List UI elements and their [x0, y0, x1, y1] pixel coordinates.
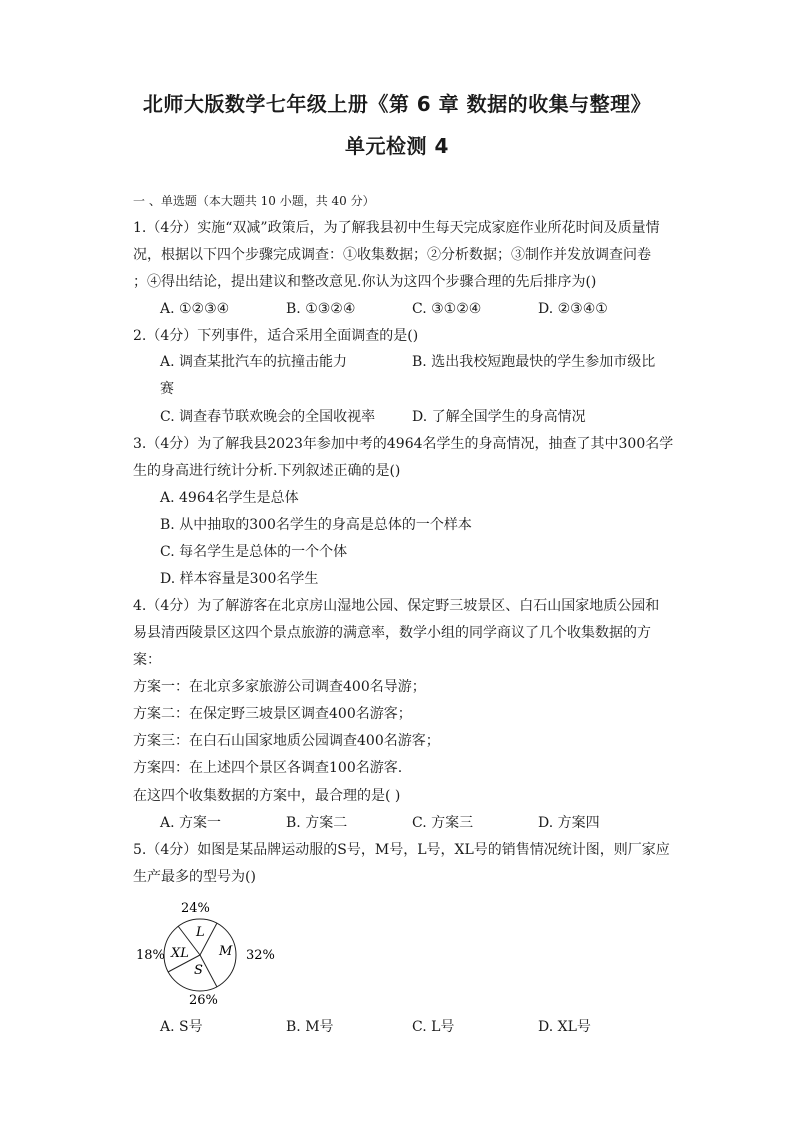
pie-label-l: L — [196, 925, 205, 940]
q4-option-d[interactable]: D. 方案四 — [538, 815, 600, 831]
q4-stem-line1: 4.（4分）为了解游客在北京房山湿地公园、保定野三坡景区、白石山国家地质公园和 — [133, 598, 660, 614]
pie-percent-m: 32% — [246, 948, 275, 963]
q4-question: 在这四个收集数据的方案中，最合理的是( ) — [133, 788, 401, 804]
q4-stem-line3: 案： — [133, 652, 161, 668]
q3-option-c[interactable]: C. 每名学生是总体的一个个体 — [160, 544, 348, 560]
q4-option-a[interactable]: A. 方案一 — [160, 815, 222, 831]
q5-stem-line2: 生产最多的型号为() — [133, 869, 256, 885]
q5-option-c[interactable]: C. L号 — [412, 1019, 455, 1035]
pie-label-m: M — [219, 944, 233, 959]
q3-option-a[interactable]: A. 4964名学生是总体 — [160, 490, 299, 506]
pie-percent-s: 26% — [189, 993, 218, 1008]
q5-option-b[interactable]: B. M号 — [286, 1019, 334, 1035]
q2-option-b-cont: 赛 — [160, 381, 174, 397]
q1-option-b[interactable]: B. ①③②④ — [286, 301, 356, 317]
pie-label-xl: XL — [171, 946, 189, 961]
q4-option-c[interactable]: C. 方案三 — [412, 815, 474, 831]
q1-stem-line2: 况，根据以下四个步骤完成调查：①收集数据；②分析数据；③制作并发放调查问卷 — [133, 247, 651, 263]
q2-option-d[interactable]: D. 了解全国学生的身高情况 — [412, 409, 586, 425]
q3-stem-line1: 3.（4分）为了解我县2023年参加中考的4964名学生的身高情况，抽查了其中300名学 — [133, 436, 674, 452]
q2-option-b[interactable]: B. 选出我校短跑最快的学生参加市级比 — [412, 354, 656, 370]
doc-title-line2: 单元检测 4 — [345, 134, 449, 158]
pie-percent-l: 24% — [181, 901, 210, 916]
q1-option-a[interactable]: A. ①②③④ — [160, 301, 230, 317]
q3-option-d[interactable]: D. 样本容量是300名学生 — [160, 571, 319, 587]
doc-title-line1: 北师大版数学七年级上册《第 6 章 数据的收集与整理》 — [142, 92, 652, 116]
q4-plan-3: 方案三：在白石山国家地质公园调查400名游客； — [133, 733, 440, 749]
q2-stem: 2.（4分）下列事件，适合采用全面调查的是() — [133, 328, 419, 344]
q4-plan-2: 方案二：在保定野三坡景区调查400名游客； — [133, 706, 412, 722]
q1-option-d[interactable]: D. ②③④① — [538, 301, 608, 317]
pie-label-s: S — [194, 963, 203, 978]
q1-option-c[interactable]: C. ③①②④ — [412, 301, 482, 317]
q4-option-b[interactable]: B. 方案二 — [286, 815, 348, 831]
size-sales-pie-chart — [130, 893, 290, 1013]
q4-stem-line2: 易县清西陵景区这四个景点旅游的满意率，数学小组的同学商议了几个收集数据的方 — [133, 625, 651, 641]
section-heading: 一 、单选题（本大题共 10 小题，共 40 分） — [133, 194, 375, 208]
q4-plan-1: 方案一：在北京多家旅游公司调查400名导游； — [133, 679, 426, 695]
q3-option-b[interactable]: B. 从中抽取的300名学生的身高是总体的一个样本 — [160, 517, 472, 533]
q1-stem-line3: ；④得出结论，提出建议和整改意见.你认为这四个步骤合理的先后排序为() — [133, 274, 597, 290]
q1-stem-line1: 1.（4分）实施“双减”政策后，为了解我县初中生每天完成家庭作业所花时间及质量情 — [133, 220, 660, 236]
q5-option-a[interactable]: A. S号 — [160, 1019, 203, 1035]
q5-option-d[interactable]: D. XL号 — [538, 1019, 591, 1035]
q4-plan-4: 方案四：在上述四个景区各调查100名游客. — [133, 760, 403, 776]
q5-stem-line1: 5.（4分）如图是某品牌运动服的S号，M号，L号，XL号的销售情况统计图，则厂家应 — [133, 842, 670, 858]
q3-stem-line2: 生的身高进行统计分析.下列叙述正确的是() — [133, 463, 401, 479]
q2-option-c[interactable]: C. 调查春节联欢晚会的全国收视率 — [160, 409, 376, 425]
pie-percent-xl: 18% — [136, 948, 165, 963]
q2-option-a[interactable]: A. 调查某批汽车的抗撞击能力 — [160, 354, 348, 370]
